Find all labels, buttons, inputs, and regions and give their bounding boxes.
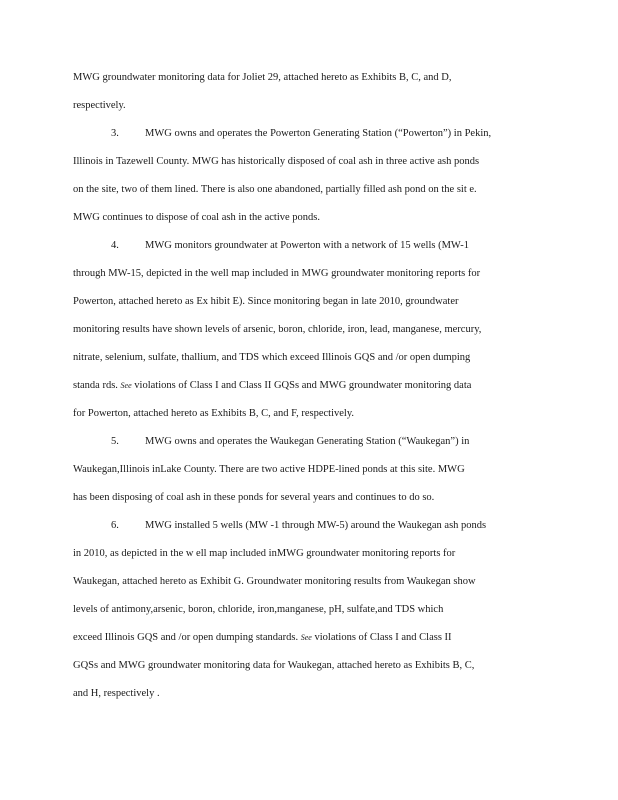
paragraph-number: 3. <box>111 128 119 139</box>
text-line-with-see <box>73 379 533 393</box>
text-line: Illinois in Tazewell County. MWG has historically disposed of coal ash in three active ash ponds <box>73 156 480 167</box>
text-line: for Powerton, attached hereto as Exhibits B, C, and F, respectively. <box>73 408 355 419</box>
text-line: MWG monitors groundwater at Powerton with a network of 15 wells (MW-1 <box>145 240 469 251</box>
text-line: Waukegan,Illinois inLake County. There are two active HDPE-lined ponds at this site. MWG <box>73 464 465 475</box>
see-signal: See <box>300 633 312 642</box>
text-line-with-see <box>73 631 533 645</box>
text-line: MWG owns and operates the Waukegan Generating Station (“Waukegan”) in <box>145 436 470 447</box>
text-line: monitoring results have shown levels of arsenic, boron, chloride, iron, lead, manganese, mercury, <box>73 324 482 335</box>
text-line: in 2010, as depicted in the w ell map included inMWG groundwater monitoring reports for <box>73 548 456 559</box>
paragraph-number: 5. <box>111 436 119 447</box>
text-fragment: exceed Illinois GQS and /or open dumping standards. <box>73 632 299 643</box>
text-line: respectively. <box>73 100 126 111</box>
see-signal: See <box>120 381 132 390</box>
text-fragment: violations of Class I and Class II <box>314 632 452 643</box>
text-fragment: standa rds. <box>73 380 118 391</box>
paragraph-number: 4. <box>111 240 119 251</box>
text-line: through MW-15, depicted in the well map included in MWG groundwater monitoring reports for <box>73 268 481 279</box>
text-line: MWG owns and operates the Powerton Generating Station (“Powerton”) in Pekin, <box>145 128 492 139</box>
text-line: MWG groundwater monitoring data for Joliet 29, attached hereto as Exhibits B, C, and D, <box>73 72 452 83</box>
text-line: and H, respectively . <box>73 688 160 699</box>
paragraph-3-line <box>73 127 543 141</box>
paragraph-4-line <box>73 239 543 253</box>
paragraph-5-line <box>73 435 543 449</box>
text-fragment: violations of Class I and Class II GQSs and MWG groundwater monitoring data <box>134 380 472 391</box>
paragraph-6-line <box>73 519 543 533</box>
text-line: MWG continues to dispose of coal ash in the active ponds. <box>73 212 320 223</box>
text-line: levels of antimony,arsenic, boron, chloride, iron,manganese, pH, sulfate,and TDS which <box>73 604 444 615</box>
text-line: on the site, two of them lined. There is also one abandoned, partially filled ash pond on the sit e. <box>73 184 477 195</box>
text-line: Waukegan, attached hereto as Exhibit G. Groundwater monitoring results from Waukegan show <box>73 576 476 587</box>
text-line: has been disposing of coal ash in these ponds for several years and continues to do so. <box>73 492 435 503</box>
text-line: GQSs and MWG groundwater monitoring data for Waukegan, attached hereto as Exhibits B, C, <box>73 660 475 671</box>
paragraph-number: 6. <box>111 520 119 531</box>
text-line: nitrate, selenium, sulfate, thallium, and TDS which exceed Illinois GQS and /or open dumping <box>73 352 471 363</box>
text-line: Powerton, attached hereto as Ex hibit E). Since monitoring began in late 2010, groundwater <box>73 296 459 307</box>
text-line: MWG installed 5 wells (MW -1 through MW-5) around the Waukegan ash ponds <box>145 520 487 531</box>
